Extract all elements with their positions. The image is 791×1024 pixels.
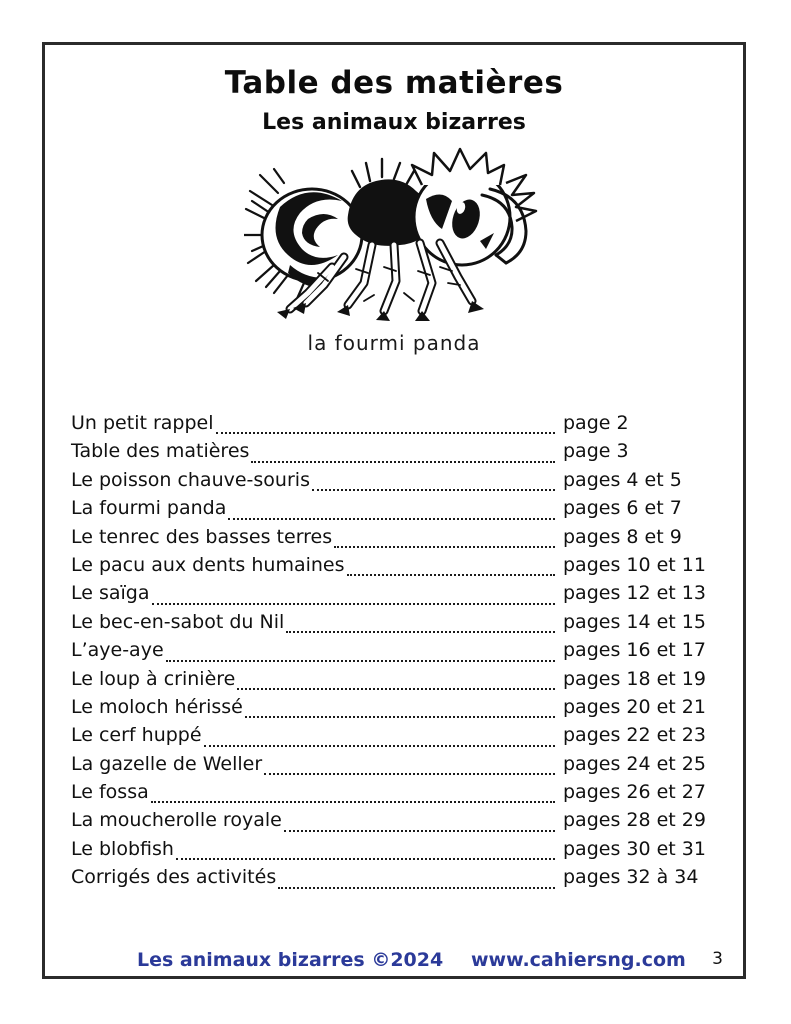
toc-entry-title: Le cerf huppé [71,724,202,747]
dotted-leader [237,688,555,690]
toc-entry-title: Le pacu aux dents humaines [71,553,345,576]
toc-row[interactable] [71,781,706,809]
toc-entry-title: La fourmi panda [71,497,227,520]
toc-row[interactable] [71,724,706,752]
page-subtitle: Les animaux bizarres [262,110,526,135]
toc-entry-pages: pages 6 et 7 [563,497,682,520]
dotted-leader [312,489,555,491]
toc-row[interactable] [71,837,706,866]
dotted-leader [216,432,556,434]
toc-row[interactable] [71,639,706,667]
toc-entry-title: Le loup à crinière [71,667,236,690]
toc-row[interactable] [71,752,706,781]
toc-row[interactable] [71,440,703,468]
toc-entry-pages: pages 16 et 17 [563,639,706,662]
toc-entry-title: Le poisson chauve-souris [71,468,310,491]
toc-row[interactable] [71,695,706,724]
toc-entry-pages: pages 10 et 11 [563,553,706,576]
panda-ant-icon [244,143,544,327]
toc-entry-title: Le blobfish [71,837,174,860]
toc-entry-pages: page 2 [563,412,629,434]
toc-entry-title: Le fossa [71,781,149,804]
toc-entry-title: L’aye-aye [71,639,164,662]
toc-entry-pages: pages 24 et 25 [563,752,706,775]
page-footer [45,945,743,971]
dotted-leader [251,461,555,463]
dotted-leader [152,603,555,605]
toc-entry-title: Un petit rappel [71,412,214,434]
toc-row[interactable] [71,497,703,525]
toc-row[interactable] [71,412,703,440]
toc-entry-title: Le tenrec des basses terres [71,525,333,548]
toc-entry-title: Table des matières [71,440,250,463]
toc-row[interactable] [71,582,706,610]
dotted-leader [278,887,555,889]
toc-entry-pages: pages 18 et 19 [563,667,706,690]
toc-entry-pages: pages 14 et 15 [563,610,706,633]
toc-entry-pages: pages 30 et 31 [563,837,706,860]
toc-entry-pages: pages 12 et 13 [563,582,706,605]
toc-row[interactable] [71,667,706,696]
dotted-leader [228,518,555,520]
toc-entry-title: Le bec-en-sabot du Nil [71,610,285,633]
toc-entry-title: Le saïga [71,582,150,605]
dotted-leader [284,830,555,832]
panda-ant-illustration [45,143,743,327]
toc-entry-title: Corrigés des activités [71,866,277,889]
dotted-leader [176,858,555,860]
toc-entry-pages: pages 22 et 23 [563,724,706,747]
toc-entry-pages: pages 26 et 27 [563,781,706,804]
toc-entry-title: La gazelle de Weller [71,752,263,775]
toc-entry-pages: page 3 [563,440,629,463]
toc-entry-pages: pages 20 et 21 [563,695,706,718]
table-of-contents [71,412,706,895]
page-title: Table des matières [224,65,564,101]
toc-row[interactable] [71,526,703,554]
toc-entry-title: La moucherolle royale [71,809,282,832]
dotted-leader [204,745,555,747]
toc-entry-pages: pages 4 et 5 [563,468,682,491]
dotted-leader [334,546,555,548]
page-frame [42,42,746,979]
toc-row[interactable] [71,469,703,497]
toc-entry-pages: pages 8 et 9 [563,525,682,548]
toc-row[interactable] [71,866,703,894]
dotted-leader [347,574,555,576]
toc-row[interactable] [71,809,706,837]
illustration-caption: la fourmi panda [307,331,481,355]
dotted-leader [151,801,555,803]
dotted-leader [286,631,555,633]
dotted-leader [166,660,555,662]
footer-page-number: 3 [712,949,723,969]
toc-entry-pages: pages 32 à 34 [563,866,699,889]
toc-row[interactable] [71,610,706,639]
footer-website-link[interactable]: www.cahiersng.com [471,949,686,971]
toc-entry-title: Le moloch hérissé [71,695,243,718]
dotted-leader [245,716,555,718]
toc-entry-pages: pages 28 et 29 [563,809,706,832]
footer-copyright: Les animaux bizarres ©2024 [137,949,444,971]
toc-row[interactable] [71,553,706,582]
dotted-leader [264,773,555,775]
